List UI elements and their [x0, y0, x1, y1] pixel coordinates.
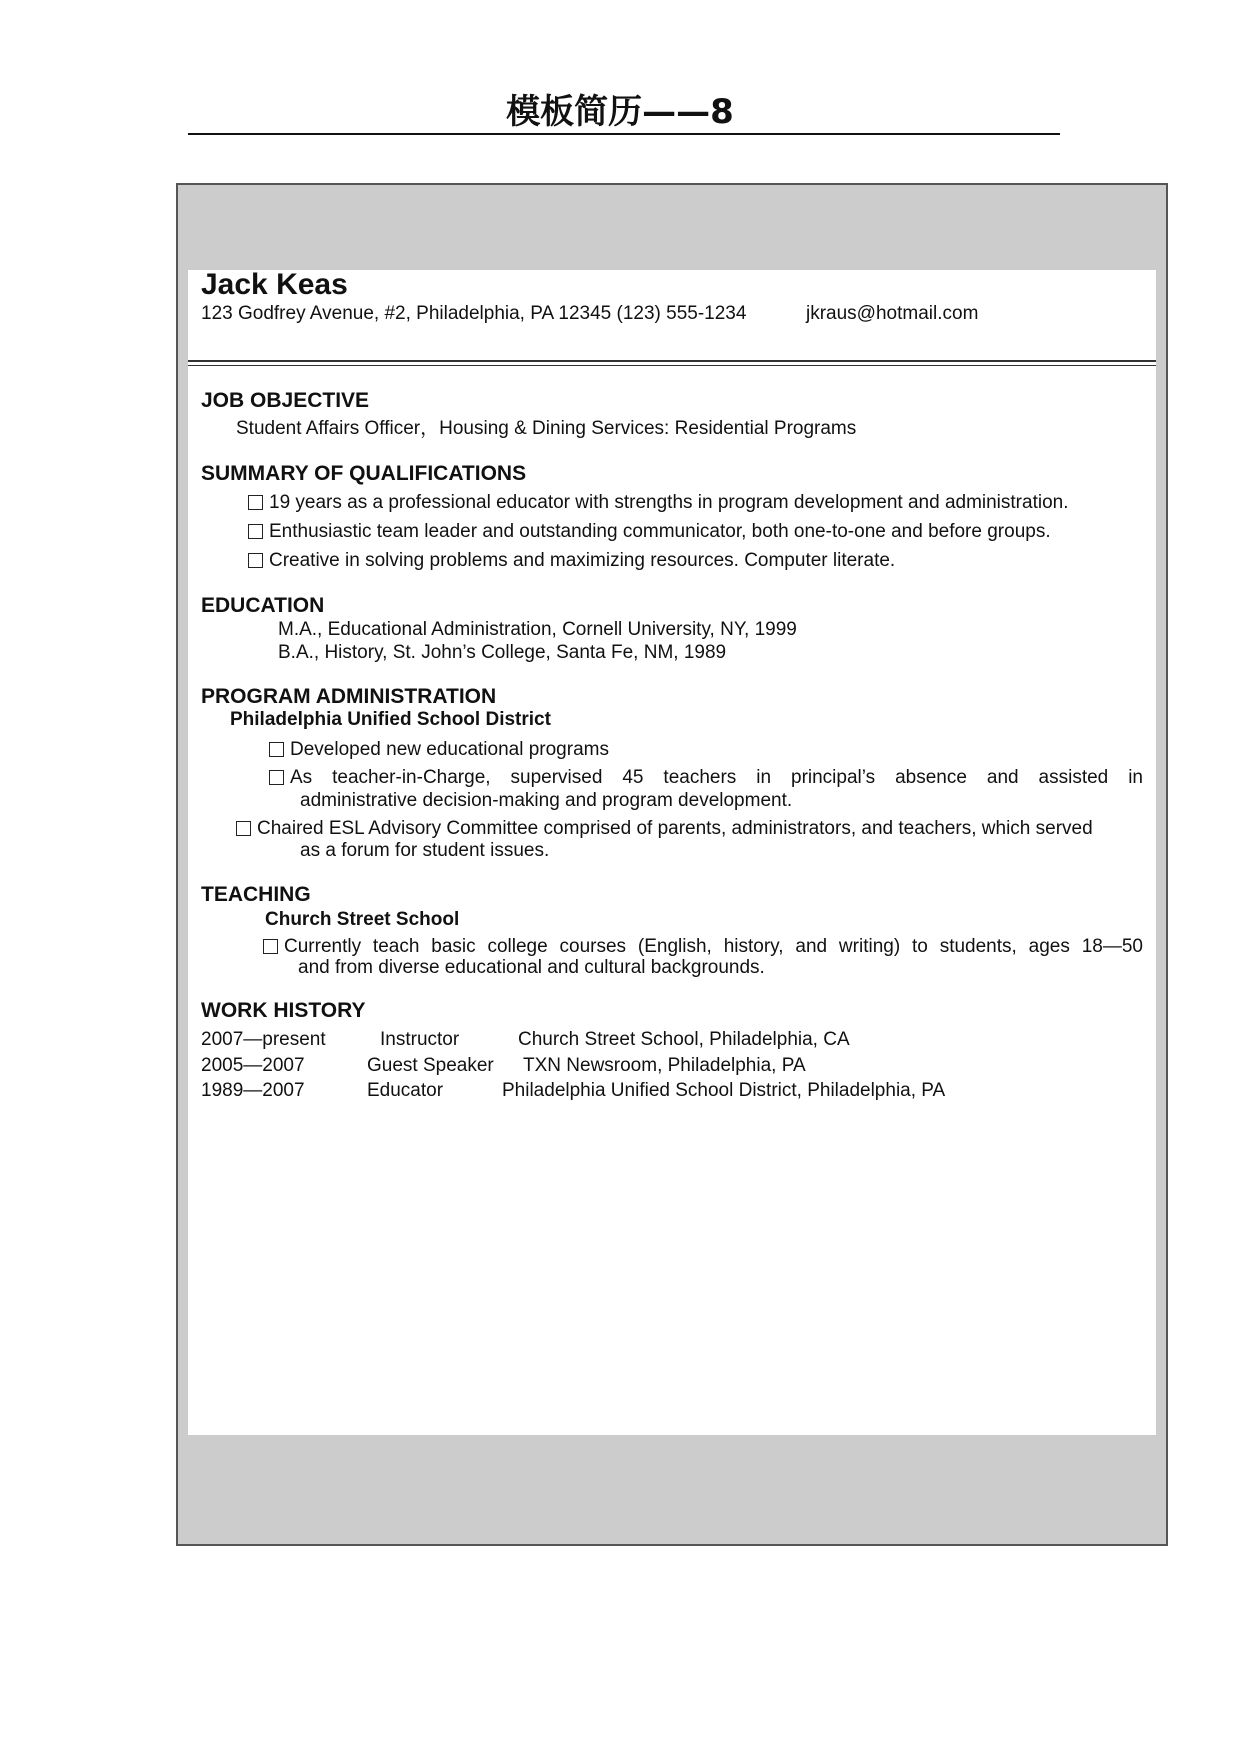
program-item	[269, 767, 1143, 789]
summary-item-text: Enthusiastic team leader and outstanding communicator, both one-to-one and before groups.	[269, 521, 1051, 542]
program-item-text: As teacher-in-Charge, supervised 45 teachers in principal’s absence and assisted in	[290, 767, 1143, 788]
checkbox-icon	[269, 770, 284, 785]
work-place: Philadelphia Unified School District, Philadelphia, PA	[502, 1080, 946, 1101]
program-item	[236, 818, 1093, 840]
email-address: jkraus@hotmail.com	[806, 303, 979, 324]
checkbox-icon	[248, 495, 263, 510]
summary-item	[248, 550, 895, 572]
checkbox-icon	[248, 524, 263, 539]
checkbox-icon	[248, 553, 263, 568]
program-org: Philadelphia Unified School District	[230, 709, 551, 730]
summary-item	[248, 492, 1069, 514]
summary-item-text: Creative in solving problems and maximizing resources. Computer literate.	[269, 550, 896, 571]
work-place: Church Street School, Philadelphia, CA	[518, 1029, 850, 1050]
work-years: 2007—present	[201, 1029, 326, 1050]
title-underline	[188, 133, 1060, 135]
summary-item-text: 19 years as a professional educator with strengths in program development and administration.	[269, 492, 1069, 513]
candidate-name: Jack Keas	[201, 268, 348, 301]
checkbox-icon	[263, 939, 278, 954]
program-item	[269, 739, 609, 761]
program-item-text: Developed new educational programs	[290, 739, 609, 760]
work-role: Instructor	[380, 1029, 460, 1050]
program-item-continuation: administrative decision-making and program development.	[300, 790, 793, 811]
education-heading: EDUCATION	[201, 594, 325, 617]
checkbox-icon	[236, 821, 251, 836]
objective-text: Student Affairs Officer，Housing & Dining Services: Residential Programs	[236, 418, 857, 439]
program-item-continuation: as a forum for student issues.	[300, 840, 550, 861]
program-item-text: Chaired ESL Advisory Committee comprised of parents, administrators, and teachers, which served	[257, 818, 1093, 839]
teaching-item-text: Currently teach basic college courses (English, history, and writing) to students, ages 18—50	[284, 936, 1143, 957]
education-item: B.A., History, St. John’s College, Santa Fe, NM, 1989	[278, 642, 727, 663]
work-role: Educator	[367, 1080, 444, 1101]
contact-info: 123 Godfrey Avenue, #2, Philadelphia, PA 12345 (123) 555-1234	[201, 303, 747, 324]
teaching-heading: TEACHING	[201, 883, 311, 906]
teaching-item	[263, 936, 1143, 958]
checkbox-icon	[269, 742, 284, 757]
work-years: 2005—2007	[201, 1055, 305, 1076]
work-role: Guest Speaker	[367, 1055, 494, 1076]
objective-heading: JOB OBJECTIVE	[201, 389, 370, 412]
work-years: 1989—2007	[201, 1080, 305, 1101]
teaching-org: Church Street School	[265, 909, 460, 930]
work-place: TXN Newsroom, Philadelphia, PA	[523, 1055, 806, 1076]
work-heading: WORK HISTORY	[201, 999, 366, 1022]
summary-heading: SUMMARY OF QUALIFICATIONS	[201, 462, 527, 485]
summary-item	[248, 521, 1051, 543]
teaching-item-continuation: and from diverse educational and cultural backgrounds.	[298, 957, 765, 978]
page-title: 模板简历——8	[506, 92, 734, 132]
program-heading: PROGRAM ADMINISTRATION	[201, 685, 497, 708]
header-divider	[188, 360, 1156, 366]
education-item: M.A., Educational Administration, Cornell University, NY, 1999	[278, 619, 797, 640]
